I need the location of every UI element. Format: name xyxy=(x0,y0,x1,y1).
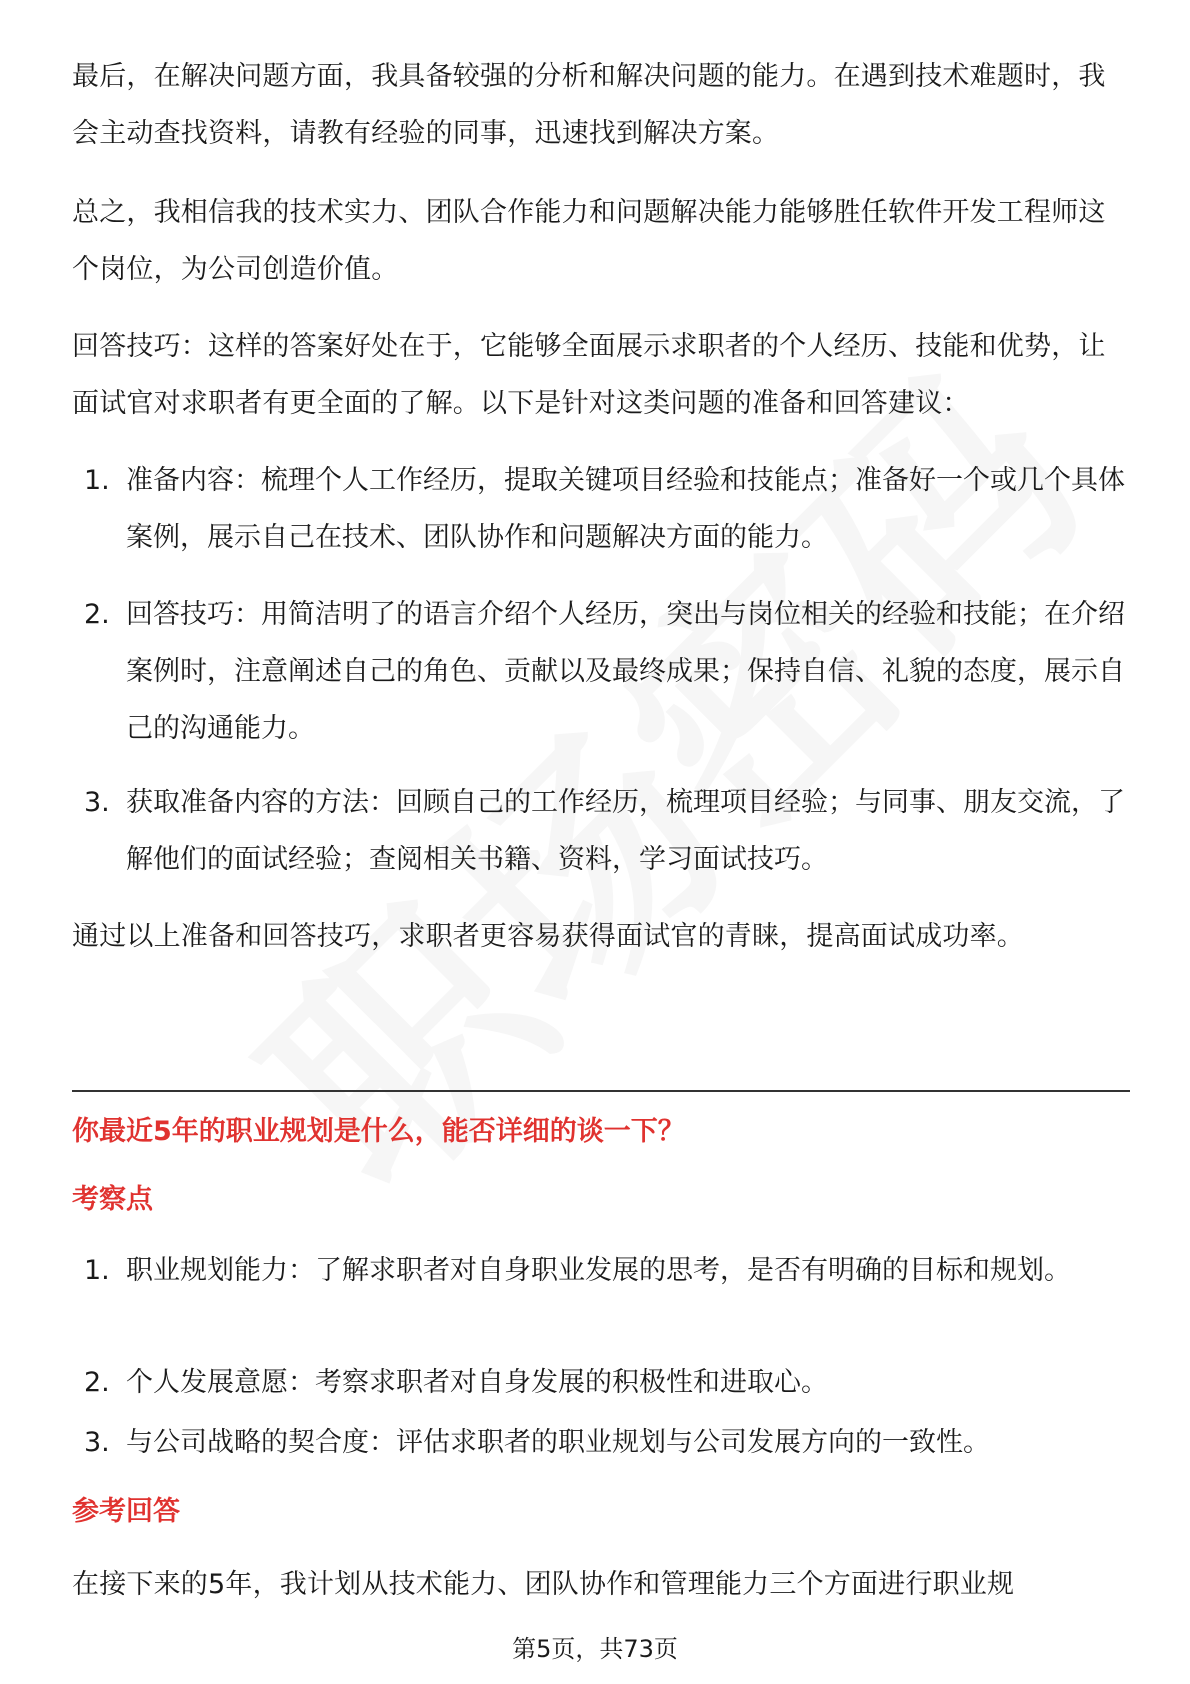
paragraph-problem-solving: 最后，在解决问题方面，我具备较强的分析和解决问题的能力。在遇到技术难题时，我会主动查找资料，请教有经验的同事，迅速找到解决方案。 xyxy=(72,61,1106,149)
list-text: 个人发展意愿：考察求职者对自身发展的积极性和进取心。 xyxy=(126,1367,828,1398)
list-number: 3. xyxy=(84,1427,110,1458)
section-heading-answer: 参考回答 xyxy=(72,1496,180,1527)
section-divider xyxy=(72,1090,1130,1092)
list-number: 3. xyxy=(84,787,110,818)
list-number: 1. xyxy=(84,1255,110,1286)
list-text: 回答技巧：用简洁明了的语言介绍个人经历，突出与岗位相关的经验和技能；在介绍案例时，注意阐述自己的角色、贡献以及最终成果；保持自信、礼貌的态度，展示自己的沟通能力。 xyxy=(126,599,1125,744)
list-text: 与公司战略的契合度：评估求职者的职业规划与公司发展方向的一致性。 xyxy=(126,1427,990,1458)
list-text: 获取准备内容的方法：回顾自己的工作经历，梳理项目经验；与同事、朋友交流，了解他们的面试经验；查阅相关书籍、资料，学习面试技巧。 xyxy=(126,787,1125,875)
paragraph-five-year-plan: 在接下来的5年，我计划从技术能力、团队协作和管理能力三个方面进行职业规 xyxy=(72,1569,1015,1600)
list-number: 1. xyxy=(84,465,110,496)
list-number: 2. xyxy=(84,599,110,630)
paragraph-answer-tips: 回答技巧：这样的答案好处在于，它能够全面展示求职者的个人经历、技能和优势，让面试官对求职者有更全面的了解。以下是针对这类问题的准备和回答建议： xyxy=(72,331,1106,419)
section-heading-points: 考察点 xyxy=(72,1184,153,1215)
page-number: 第5页，共73页 xyxy=(512,1635,678,1663)
list-text: 准备内容：梳理个人工作经历，提取关键项目经验和技能点；准备好一个或几个具体案例，展示自己在技术、团队协作和问题解决方面的能力。 xyxy=(126,465,1125,553)
paragraph-summary: 总之，我相信我的技术实力、团队合作能力和问题解决能力能够胜任软件开发工程师这个岗位，为公司创造价值。 xyxy=(72,197,1106,285)
question-heading: 你最近5年的职业规划是什么，能否详细的谈一下？ xyxy=(72,1116,685,1147)
list-number: 2. xyxy=(84,1367,110,1398)
list-text: 职业规划能力：了解求职者对自身职业发展的思考，是否有明确的目标和规划。 xyxy=(126,1255,1071,1286)
paragraph-conclusion: 通过以上准备和回答技巧，求职者更容易获得面试官的青睐，提高面试成功率。 xyxy=(72,921,1024,952)
